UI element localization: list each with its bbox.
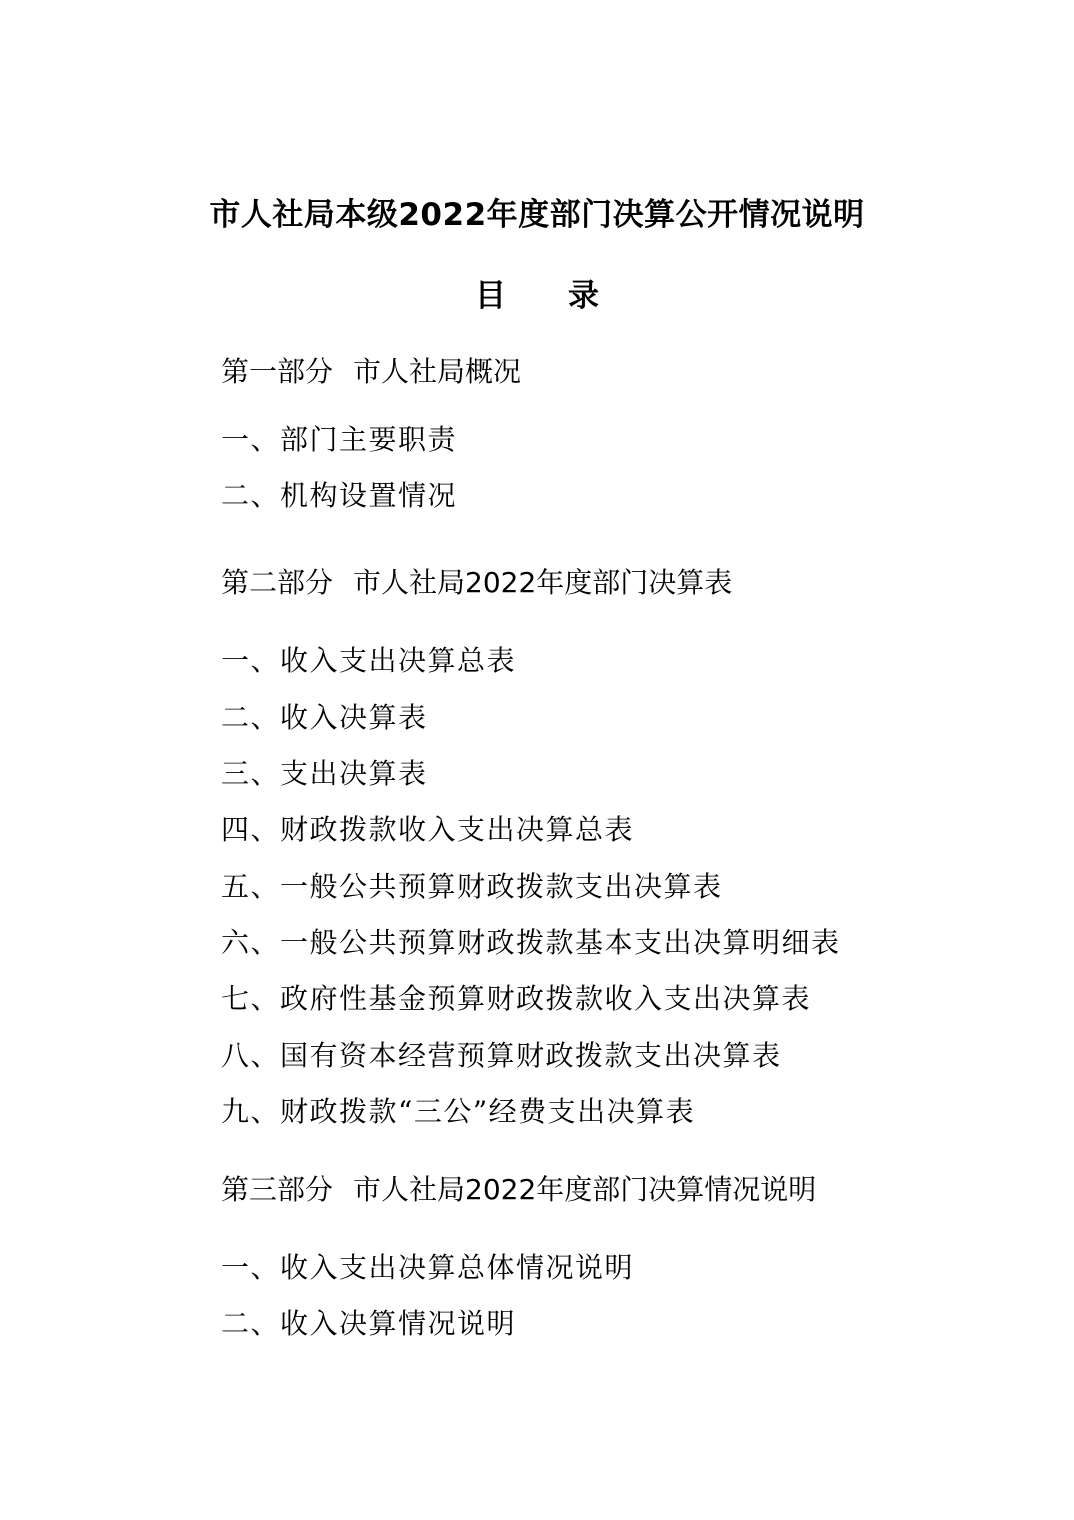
toc-item-2-1[interactable]: 一、收入支出决算总表 bbox=[221, 644, 517, 677]
toc-item-2-2[interactable]: 二、收入决算表 bbox=[221, 701, 428, 734]
part-title: 市人社局2022年度部门决算情况说明 bbox=[353, 1173, 817, 1206]
toc-item-3-1[interactable]: 一、收入支出决算总体情况说明 bbox=[221, 1251, 635, 1284]
toc-item-2-9[interactable]: 九、财政拨款“三公”经费支出决算表 bbox=[221, 1095, 696, 1128]
toc-heading bbox=[0, 272, 1074, 320]
toc-item-2-4[interactable]: 四、财政拨款收入支出决算总表 bbox=[221, 813, 635, 846]
part-label: 第二部分 bbox=[221, 566, 334, 599]
toc-item-2-8[interactable]: 八、国有资本经营预算财政拨款支出决算表 bbox=[221, 1039, 782, 1072]
toc-part-3[interactable] bbox=[221, 1170, 816, 1210]
toc-item-2-6[interactable]: 六、一般公共预算财政拨款基本支出决算明细表 bbox=[221, 926, 841, 959]
toc-item-2-5[interactable]: 五、一般公共预算财政拨款支出决算表 bbox=[221, 870, 723, 903]
part-title: 市人社局概况 bbox=[353, 355, 522, 388]
toc-item-1-1[interactable]: 一、部门主要职责 bbox=[221, 423, 458, 456]
part-label: 第一部分 bbox=[221, 355, 334, 388]
toc-item-2-7[interactable]: 七、政府性基金预算财政拨款收入支出决算表 bbox=[221, 982, 812, 1015]
part-label: 第三部分 bbox=[221, 1173, 334, 1206]
toc-item-2-3[interactable]: 三、支出决算表 bbox=[221, 757, 428, 790]
toc-item-3-2[interactable]: 二、收入决算情况说明 bbox=[221, 1307, 517, 1340]
document-title: 市人社局本级2022年度部门决算公开情况说明 bbox=[209, 197, 865, 233]
part-title: 市人社局2022年度部门决算表 bbox=[353, 566, 733, 599]
toc-item-1-2[interactable]: 二、机构设置情况 bbox=[221, 479, 458, 512]
toc-part-2[interactable] bbox=[221, 563, 732, 603]
toc-heading-char-2: 录 bbox=[568, 278, 599, 314]
toc-part-1[interactable] bbox=[221, 352, 521, 392]
toc-heading-char-1: 目 bbox=[475, 278, 506, 314]
